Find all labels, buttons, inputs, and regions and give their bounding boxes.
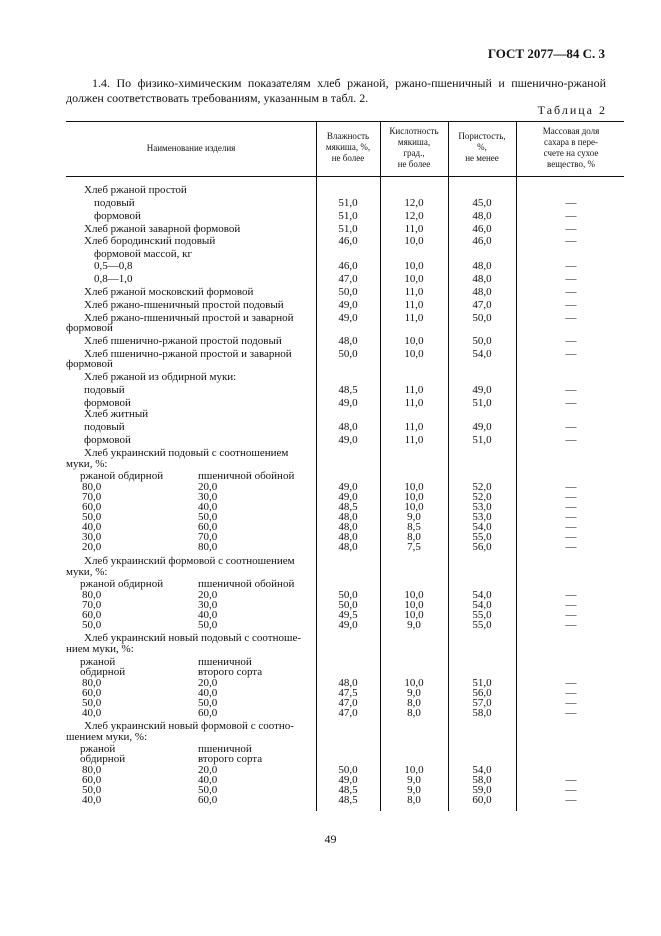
sugar-cell: — xyxy=(565,774,577,786)
product-name-cell: Хлеб пшенично-ржаной простой подовый xyxy=(84,335,282,347)
porosity-cell: 53,0 xyxy=(472,501,492,513)
acidity-cell: 9,0 xyxy=(407,784,421,796)
moisture-cell: 49,0 xyxy=(338,434,358,446)
table-row xyxy=(66,371,626,383)
moisture-cell: 47,5 xyxy=(338,687,358,699)
product-name-cell: ржаной обдирной xyxy=(80,470,164,482)
page-number: 49 xyxy=(324,832,337,846)
porosity-cell: 48,0 xyxy=(472,210,492,222)
table-row xyxy=(66,273,626,285)
acidity-cell: 10,0 xyxy=(404,260,424,272)
product-name-cell: Хлеб ржаной московский формовой xyxy=(84,286,254,298)
porosity-cell: 49,0 xyxy=(472,384,492,396)
porosity-cell: 52,0 xyxy=(472,481,492,493)
acidity-cell: 10,0 xyxy=(404,273,424,285)
sugar-cell: — xyxy=(565,434,577,446)
sugar-cell: — xyxy=(565,260,577,272)
product-name-cell: Хлеб ржаной из обдирной муки: xyxy=(84,371,237,383)
moisture-cell: 47,0 xyxy=(338,273,358,285)
moisture-cell: 50,0 xyxy=(338,286,358,298)
acidity-cell: 8,0 xyxy=(407,697,421,709)
product-name-cell: Хлеб пшенично-ржаной простой и заварной xyxy=(84,348,292,360)
table-row xyxy=(66,421,626,433)
product-name-cell: подовый xyxy=(84,384,125,396)
product-name-cell: 60,0 xyxy=(82,687,102,699)
moisture-cell: 48,0 xyxy=(338,335,358,347)
table-row xyxy=(66,335,626,347)
acidity-cell: 9,0 xyxy=(407,774,421,786)
sugar-cell: — xyxy=(565,197,577,209)
porosity-cell: 58,0 xyxy=(472,707,492,719)
porosity-cell: 52,0 xyxy=(472,491,492,503)
acidity-cell: 10,0 xyxy=(404,599,424,611)
moisture-cell: 48,0 xyxy=(338,521,358,533)
product-name-cell: 50,0 xyxy=(82,784,102,796)
flour-ratio-cell: 40,0 xyxy=(198,774,218,786)
table-row xyxy=(66,731,626,743)
moisture-cell: 49,5 xyxy=(338,609,358,621)
product-name-cell: формовой массой, кг xyxy=(94,248,192,260)
porosity-cell: 48,0 xyxy=(472,286,492,298)
product-name-cell: 50,0 xyxy=(82,619,102,631)
product-name-cell: 70,0 xyxy=(82,491,102,503)
moisture-cell: 49,0 xyxy=(338,397,358,409)
flour-ratio-cell: 70,0 xyxy=(198,531,218,543)
table-caption: Таблица 2 xyxy=(537,103,607,117)
flour-ratio-cell: пшеничной обойной xyxy=(198,470,295,482)
product-name-cell: ржаной xyxy=(80,743,116,755)
sugar-cell: — xyxy=(565,223,577,235)
moisture-cell: 46,0 xyxy=(338,235,358,247)
product-name-cell: Хлеб бородинский подовый xyxy=(84,235,216,247)
product-name-cell: Хлеб украинский новый подовый с соотноше- xyxy=(84,632,301,644)
porosity-cell: 56,0 xyxy=(472,541,492,553)
product-name-cell: Хлеб ржаной простой xyxy=(84,184,187,196)
flour-ratio-cell: 40,0 xyxy=(198,609,218,621)
porosity-cell: 55,0 xyxy=(472,531,492,543)
sugar-cell: — xyxy=(565,687,577,699)
acidity-cell: 7,5 xyxy=(407,541,421,553)
product-name-cell: муки, %: xyxy=(66,458,108,470)
flour-ratio-cell: 40,0 xyxy=(198,501,218,513)
acidity-cell: 9,0 xyxy=(407,511,421,523)
porosity-cell: 53,0 xyxy=(472,511,492,523)
porosity-cell: 60,0 xyxy=(472,794,492,806)
product-name-cell: ржаной xyxy=(80,656,116,668)
table-row xyxy=(66,384,626,396)
porosity-cell: 59,0 xyxy=(472,784,492,796)
column-header-porosity: Пористость, %, не менее xyxy=(458,131,506,163)
table-row xyxy=(66,235,626,247)
acidity-cell: 10,0 xyxy=(404,491,424,503)
page-header: ГОСТ 2077—84 С. 3 xyxy=(487,46,605,61)
porosity-cell: 55,0 xyxy=(472,619,492,631)
product-name-cell: Хлеб украинский новый формовой с соотно- xyxy=(84,720,294,732)
moisture-cell: 47,0 xyxy=(338,707,358,719)
sugar-cell: — xyxy=(565,531,577,543)
table-row xyxy=(66,322,626,334)
sugar-cell: — xyxy=(565,286,577,298)
moisture-cell: 46,0 xyxy=(338,260,358,272)
moisture-cell: 50,0 xyxy=(338,599,358,611)
acidity-cell: 10,0 xyxy=(404,609,424,621)
porosity-cell: 57,0 xyxy=(472,697,492,709)
sugar-cell: — xyxy=(565,384,577,396)
acidity-cell: 10,0 xyxy=(404,677,424,689)
porosity-cell: 49,0 xyxy=(472,421,492,433)
moisture-cell: 48,5 xyxy=(338,784,358,796)
intro-paragraph: 1.4. По физико-химическим показателям хлеб ржаной, ржано-пшеничный и пшенично-ржаной должен соответствовать требованиям, указанным в табл. 2. xyxy=(66,76,606,105)
flour-ratio-cell: 20,0 xyxy=(198,481,218,493)
column-header-sugar: Массовая доля сахара в пере- счете на сухое вещество, % xyxy=(542,126,600,169)
porosity-cell: 46,0 xyxy=(472,235,492,247)
porosity-cell: 48,0 xyxy=(472,273,492,285)
acidity-cell: 10,0 xyxy=(404,481,424,493)
sugar-cell: — xyxy=(565,521,577,533)
table-header-rule xyxy=(66,176,624,177)
moisture-cell: 50,0 xyxy=(338,348,358,360)
sugar-cell: — xyxy=(565,481,577,493)
moisture-cell: 49,0 xyxy=(338,619,358,631)
porosity-cell: 54,0 xyxy=(472,599,492,611)
porosity-cell: 50,0 xyxy=(472,335,492,347)
acidity-cell: 12,0 xyxy=(404,197,424,209)
table-row xyxy=(66,197,626,209)
column-header-moisture: Влажность мякиша, %, не более xyxy=(325,131,371,163)
flour-ratio-cell: второго сорта xyxy=(198,666,263,678)
porosity-cell: 51,0 xyxy=(472,397,492,409)
product-name-cell: подовый xyxy=(94,197,135,209)
product-name-cell: формовой xyxy=(84,434,131,446)
flour-ratio-cell: второго сорта xyxy=(198,753,263,765)
flour-ratio-cell: 50,0 xyxy=(198,619,218,631)
moisture-cell: 48,5 xyxy=(338,794,358,806)
product-name-cell: Хлеб ржано-пшеничный простой и заварной xyxy=(84,312,294,324)
product-name-cell: 60,0 xyxy=(82,501,102,513)
product-name-cell: муки, %: xyxy=(66,566,108,578)
acidity-cell: 11,0 xyxy=(404,384,424,396)
moisture-cell: 48,5 xyxy=(338,501,358,513)
acidity-cell: 11,0 xyxy=(404,286,424,298)
acidity-cell: 11,0 xyxy=(404,223,424,235)
table-row xyxy=(66,643,626,655)
product-name-cell: 50,0 xyxy=(82,697,102,709)
table-row xyxy=(66,184,626,196)
flour-ratio-cell: 40,0 xyxy=(198,687,218,699)
sugar-cell: — xyxy=(565,541,577,553)
porosity-cell: 50,0 xyxy=(472,312,492,324)
porosity-cell: 51,0 xyxy=(472,677,492,689)
sugar-cell: — xyxy=(565,312,577,324)
flour-ratio-cell: 60,0 xyxy=(198,521,218,533)
acidity-cell: 9,0 xyxy=(407,687,421,699)
product-name-cell: формовой xyxy=(94,210,141,222)
flour-ratio-cell: 20,0 xyxy=(198,764,218,776)
acidity-cell: 11,0 xyxy=(404,299,424,311)
acidity-cell: 8,0 xyxy=(407,531,421,543)
flour-ratio-cell: пшеничной xyxy=(198,656,252,668)
product-name-cell: 60,0 xyxy=(82,774,102,786)
flour-ratio-cell: пшеничной xyxy=(198,743,252,755)
column-header-acidity: Кислотность мякиша, град., не более xyxy=(389,126,439,169)
product-name-cell: 50,0 xyxy=(82,511,102,523)
table-row xyxy=(66,210,626,222)
table-row xyxy=(66,223,626,235)
porosity-cell: 46,0 xyxy=(472,223,492,235)
sugar-cell: — xyxy=(565,421,577,433)
acidity-cell: 10,0 xyxy=(404,348,424,360)
product-name-cell: 30,0 xyxy=(82,531,102,543)
product-name-cell: подовый xyxy=(84,421,125,433)
sugar-cell: — xyxy=(565,677,577,689)
flour-ratio-cell: 20,0 xyxy=(198,589,218,601)
product-name-cell: Хлеб житный xyxy=(84,408,149,420)
porosity-cell: 51,0 xyxy=(472,434,492,446)
flour-ratio-cell: 30,0 xyxy=(198,599,218,611)
product-name-cell: ржаной обдирной xyxy=(80,578,164,590)
moisture-cell: 51,0 xyxy=(338,210,358,222)
moisture-cell: 49,0 xyxy=(338,481,358,493)
flour-ratio-cell: 60,0 xyxy=(198,794,218,806)
moisture-cell: 48,0 xyxy=(338,677,358,689)
flour-ratio-cell: 20,0 xyxy=(198,677,218,689)
porosity-cell: 45,0 xyxy=(472,197,492,209)
sugar-cell: — xyxy=(565,619,577,631)
table-row xyxy=(66,541,626,553)
moisture-cell: 48,5 xyxy=(338,384,358,396)
flour-ratio-cell: 30,0 xyxy=(198,491,218,503)
flour-ratio-cell: 80,0 xyxy=(198,541,218,553)
sugar-cell: — xyxy=(565,335,577,347)
table-row xyxy=(66,248,626,260)
moisture-cell: 48,0 xyxy=(338,541,358,553)
sugar-cell: — xyxy=(565,589,577,601)
sugar-cell: — xyxy=(565,235,577,247)
table-row xyxy=(66,619,626,631)
sugar-cell: — xyxy=(565,599,577,611)
sugar-cell: — xyxy=(565,697,577,709)
porosity-cell: 47,0 xyxy=(472,299,492,311)
acidity-cell: 12,0 xyxy=(404,210,424,222)
product-name-cell: нием муки, %: xyxy=(66,643,134,655)
product-name-cell: формовой xyxy=(66,322,113,334)
moisture-cell: 48,0 xyxy=(338,421,358,433)
acidity-cell: 8,0 xyxy=(407,794,421,806)
moisture-cell: 48,0 xyxy=(338,511,358,523)
product-name-cell: формовой xyxy=(84,397,131,409)
moisture-cell: 51,0 xyxy=(338,223,358,235)
table-top-rule xyxy=(66,121,624,122)
moisture-cell: 51,0 xyxy=(338,197,358,209)
product-name-cell: Хлеб украинский формовой с соотношением xyxy=(84,555,295,567)
table-row xyxy=(66,358,626,370)
product-name-cell: 80,0 xyxy=(82,481,102,493)
flour-ratio-cell: 60,0 xyxy=(198,707,218,719)
acidity-cell: 11,0 xyxy=(404,421,424,433)
moisture-cell: 49,0 xyxy=(338,312,358,324)
product-name-cell: обдирной xyxy=(80,666,126,678)
flour-ratio-cell: пшеничной обойной xyxy=(198,578,295,590)
sugar-cell: — xyxy=(565,794,577,806)
product-name-cell: Хлеб ржано-пшеничный простой подовый xyxy=(84,299,284,311)
porosity-cell: 48,0 xyxy=(472,260,492,272)
product-name-cell: формовой xyxy=(66,358,113,370)
table-row xyxy=(66,434,626,446)
moisture-cell: 49,0 xyxy=(338,774,358,786)
sugar-cell: — xyxy=(565,491,577,503)
product-name-cell: шением муки, %: xyxy=(66,731,148,743)
product-name-cell: 20,0 xyxy=(82,541,102,553)
product-name-cell: 80,0 xyxy=(82,764,102,776)
moisture-cell: 50,0 xyxy=(338,589,358,601)
table-row xyxy=(66,458,626,470)
moisture-cell: 47,0 xyxy=(338,697,358,709)
column-header-name: Наименование изделия xyxy=(146,143,236,153)
flour-ratio-cell: 50,0 xyxy=(198,511,218,523)
acidity-cell: 10,0 xyxy=(404,335,424,347)
product-name-cell: 60,0 xyxy=(82,609,102,621)
acidity-cell: 9,0 xyxy=(407,619,421,631)
table-row xyxy=(66,794,626,806)
moisture-cell: 49,0 xyxy=(338,299,358,311)
porosity-cell: 54,0 xyxy=(472,589,492,601)
product-name-cell: 70,0 xyxy=(82,599,102,611)
porosity-cell: 55,0 xyxy=(472,609,492,621)
porosity-cell: 58,0 xyxy=(472,774,492,786)
product-name-cell: 80,0 xyxy=(82,677,102,689)
flour-ratio-cell: 50,0 xyxy=(198,784,218,796)
product-name-cell: 40,0 xyxy=(82,794,102,806)
sugar-cell: — xyxy=(565,299,577,311)
sugar-cell: — xyxy=(565,609,577,621)
sugar-cell: — xyxy=(565,707,577,719)
product-name-cell: Хлеб украинский подовый с соотношением xyxy=(84,447,289,459)
sugar-cell: — xyxy=(565,501,577,513)
moisture-cell: 50,0 xyxy=(338,764,358,776)
table-row xyxy=(66,286,626,298)
product-name-cell: 40,0 xyxy=(82,521,102,533)
porosity-cell: 56,0 xyxy=(472,687,492,699)
moisture-cell: 49,0 xyxy=(338,491,358,503)
acidity-cell: 11,0 xyxy=(404,434,424,446)
sugar-cell: — xyxy=(565,397,577,409)
sugar-cell: — xyxy=(565,784,577,796)
product-name-cell: 40,0 xyxy=(82,707,102,719)
porosity-cell: 54,0 xyxy=(472,348,492,360)
table-row xyxy=(66,408,626,420)
porosity-cell: 54,0 xyxy=(472,521,492,533)
acidity-cell: 11,0 xyxy=(404,397,424,409)
acidity-cell: 8,0 xyxy=(407,707,421,719)
acidity-cell: 11,0 xyxy=(404,312,424,324)
table-row xyxy=(66,299,626,311)
porosity-cell: 54,0 xyxy=(472,764,492,776)
product-name-cell: 0,8—1,0 xyxy=(94,273,133,285)
acidity-cell: 10,0 xyxy=(404,501,424,513)
sugar-cell: — xyxy=(565,273,577,285)
moisture-cell: 48,0 xyxy=(338,531,358,543)
sugar-cell: — xyxy=(565,210,577,222)
table-row xyxy=(66,260,626,272)
acidity-cell: 10,0 xyxy=(404,235,424,247)
acidity-cell: 10,0 xyxy=(404,764,424,776)
product-name-cell: 0,5—0,8 xyxy=(94,260,133,272)
product-name-cell: 80,0 xyxy=(82,589,102,601)
product-name-cell: обдирной xyxy=(80,753,126,765)
sugar-cell: — xyxy=(565,511,577,523)
sugar-cell: — xyxy=(565,348,577,360)
table-row xyxy=(66,707,626,719)
flour-ratio-cell: 50,0 xyxy=(198,697,218,709)
acidity-cell: 8,5 xyxy=(407,521,421,533)
acidity-cell: 10,0 xyxy=(404,589,424,601)
table-row xyxy=(66,566,626,578)
product-name-cell: Хлеб ржаной заварной формовой xyxy=(84,223,241,235)
